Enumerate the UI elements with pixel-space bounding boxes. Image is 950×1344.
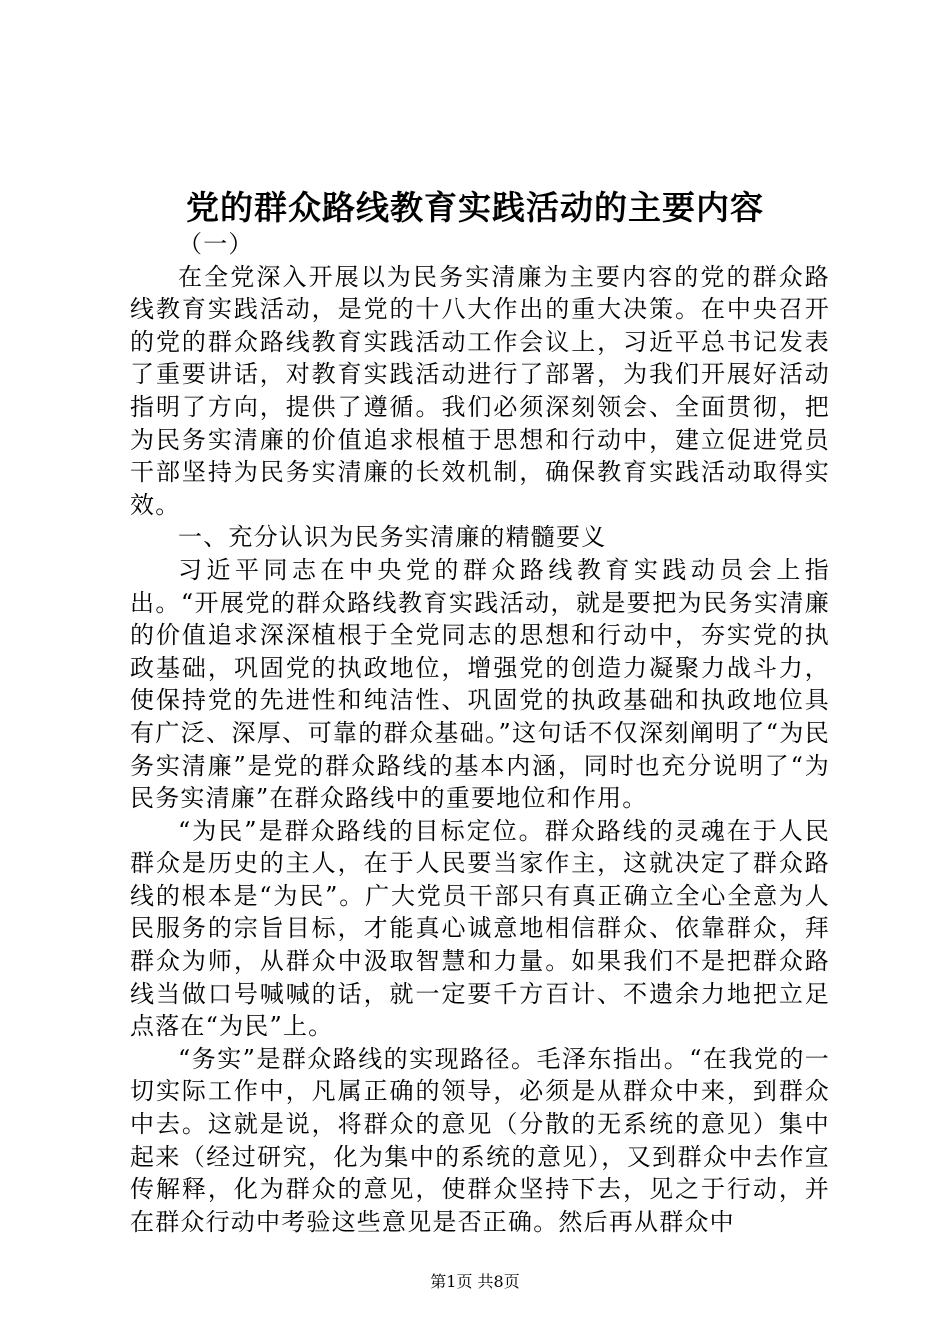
page-footer: 第1页 共8页 (430, 1272, 520, 1291)
paragraph-wushi: “务实”是群众路线的实现路径。毛泽东指出。“在我党的一切实际工作中，凡属正确的领导，必须是从群众中来，到群众中去。这就是说，将群众的意见（分散的无系统的意见）集中起来（经过研究，化为集中的系统的意见），又到群众中去作宣传解释，化为群众的意见，使群众坚持下去，见之于行动，并在群众行动中考验这些意见是否正确。然后再从群众中 (130, 1044, 830, 1236)
paragraph-quote: 习近平同志在中央党的群众路线教育实践动员会上指出。“开展党的群众路线教育实践活动，就是要把为民务实清廉的价值追求深深植根于全党同志的思想和行动中，夯实党的执政基础，巩固党的执政地位，增强党的创造力凝聚力战斗力，使保持党的先进性和纯洁性、巩固党的执政基础和执政地位具有广泛、深厚、可靠的群众基础。”这句话不仅深刻阐明了“为民务实清廉”是党的群众路线的基本内涵，同时也充分说明了“为民务实清廉”在群众路线中的重要地位和作用。 (130, 555, 830, 813)
paragraph-weimin: “为民”是群众路线的目标定位。群众路线的灵魂在于人民群众是历史的主人，在于人民要当家作主，这就决定了群众路线的根本是“为民”。广大党员干部只有真正确立全心全意为人民服务的宗旨目标，才能真心诚意地相信群众、依靠群众，拜群众为师，从群众中汲取智慧和力量。如果我们不是把群众路线当做口号喊喊的话，就一定要千方百计、不遗余力地把立足点落在“为民”上。 (130, 816, 830, 1041)
section-heading: 一、充分认识为民务实清廉的精髓要义 (178, 523, 607, 552)
paragraph-intro: 在全党深入开展以为民务实清廉为主要内容的党的群众路线教育实践活动，是党的十八大作出的重大决策。在中央召开的党的群众路线教育实践活动工作会议上，习近平总书记发表了重要讲话，对教育实践活动进行了部署，为我们开展好活动指明了方向，提供了遵循。我们必须深刻领会、全面贯彻，把为民务实清廉的价值追求根植于思想和行动中，建立促进党员干部坚持为民务实清廉的长效机制，确保教育实践活动取得实效。 (130, 262, 830, 519)
document-body (130, 228, 830, 1238)
section-label: （一） (178, 230, 254, 258)
document-title: 党的群众路线教育实践活动的主要内容 (186, 188, 764, 227)
